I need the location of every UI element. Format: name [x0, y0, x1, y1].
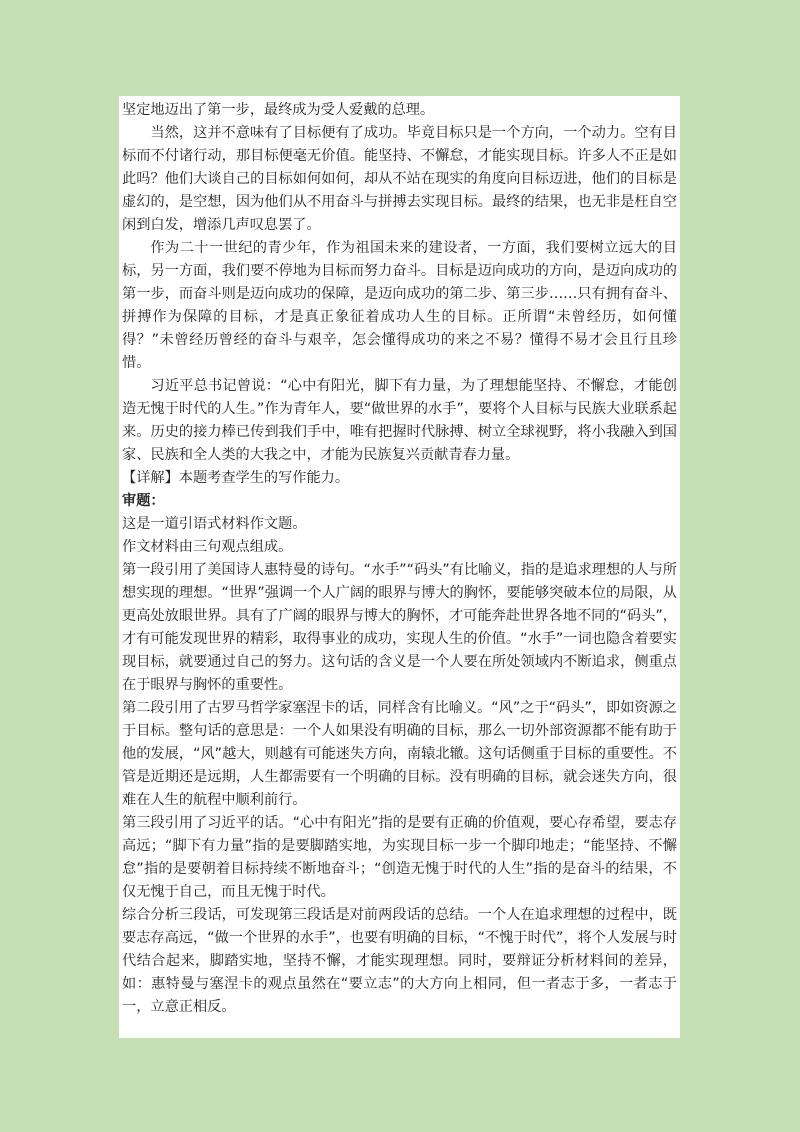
paragraph-10: 第二段引用了古罗马哲学家塞涅卡的话，同样含有比喻义。“风”之于“码头”，即如资源之于目标。整句话的意思是：一个人如果没有明确的目标，那么一切外部资源都不能有助于他的发展，“风”越大，则越有可能迷失方向，南辕北辙。这句话侧重于目标的重要性。不管是近期还是远期，人生都需要有一个明确的目标。没有明确的目标，就会迷失方向，很难在人生的航程中顺利前行。 — [122, 700, 677, 808]
document-page — [119, 96, 680, 1038]
review-heading: 审题： — [122, 493, 165, 509]
paragraph-9: 第一段引用了美国诗人惠特曼的诗句。“水手”“码头”有比喻义，指的是追求理想的人与所想实现的理想。“世界”强调一个人广阔的眼界与博大的胸怀，要能够突破本位的局限，从更高处放眼世界。具有了广阔的眼界与博大的胸怀，才可能奔赴世界各地不同的“码头”，才有可能发现世界的精彩，取得事业的成功，实现人生的价值。“水手”一词也隐含着要实现目标，就要通过自己的努力。这句话的含义是一个人要在所处领域内不断追求，侧重点在于眼界与胸怀的重要性。 — [122, 562, 677, 693]
explanation-heading: 【详解】本题考查学生的写作能力。 — [122, 470, 350, 486]
document-body — [122, 99, 677, 1019]
paragraph-8: 作文材料由三句观点组成。 — [122, 539, 293, 555]
paragraph-3: 作为二十一世纪的青少年，作为祖国未来的建设者，一方面，我们要树立远大的目标，另一方面，我们要不停地为目标而努力奋斗。目标是迈向成功的方向，是迈向成功的第一步，而奋斗则是迈向成功的保障，是迈向成功的第二步、第三步……只有拥有奋斗、拼搏作为保障的目标，才是真正象征着成功人生的目标。正所谓“未曾经历，如何懂得？”未曾经历曾经的奋斗与艰辛，怎会懂得成功的来之不易？懂得不易才会且行且珍惜。 — [122, 240, 677, 371]
paragraph-2: 当然，这并不意味有了目标便有了成功。毕竟目标只是一个方向，一个动力。空有目标而不付诸行动，那目标便毫无价值。能坚持、不懈怠，才能实现目标。许多人不正是如此吗？他们大谈自己的目标如何如何，却从不站在现实的角度向目标迈进，他们的目标是虚幻的，是空想，因为他们从不用奋斗与拼搏去实现目标。最终的结果，也无非是枉自空闲到白发，增添几声叹息罢了。 — [122, 125, 677, 233]
paragraph-11: 第三段引用了习近平的话。“心中有阳光”指的是要有正确的价值观，要心存希望，要志存高远；“脚下有力量”指的是要脚踏实地，为实现目标一步一个脚印地走；“能坚持、不懈怠”指的是要朝着目标持续不断地奋斗；“创造无愧于时代的人生”指的是奋斗的结果，不仅无愧于自己，而且无愧于时代。 — [122, 815, 677, 900]
paragraph-12: 综合分析三段话，可发现第三段话是对前两段话的总结。一个人在追求理想的过程中，既要志存高远，“做一个世界的水手”，也要有明确的目标，“不愧于时代”，将个人发展与时代结合起来，脚踏实地，坚持不懈，才能实现理想。同时，要辩证分析材料间的差异，如：惠特曼与塞涅卡的观点虽然在“要立志”的大方向上相同，但一者志于多，一者志于一，立意正相反。 — [122, 907, 677, 1015]
paragraph-7: 这是一道引语式材料作文题。 — [122, 516, 307, 532]
paragraph-4: 习近平总书记曾说：“心中有阳光，脚下有力量，为了理想能坚持、不懈怠，才能创造无愧于时代的人生。”作为青年人，要“做世界的水手”，要将个人目标与民族大业联系起来。历史的接力棒已传到我们手中，唯有把握时代脉搏、树立全球视野，将小我融入到国家、民族和全人类的大我之中，才能为民族复兴贡献青春力量。 — [122, 378, 677, 463]
paragraph-1: 坚定地迈出了第一步，最终成为受人爱戴的总理。 — [122, 102, 435, 118]
